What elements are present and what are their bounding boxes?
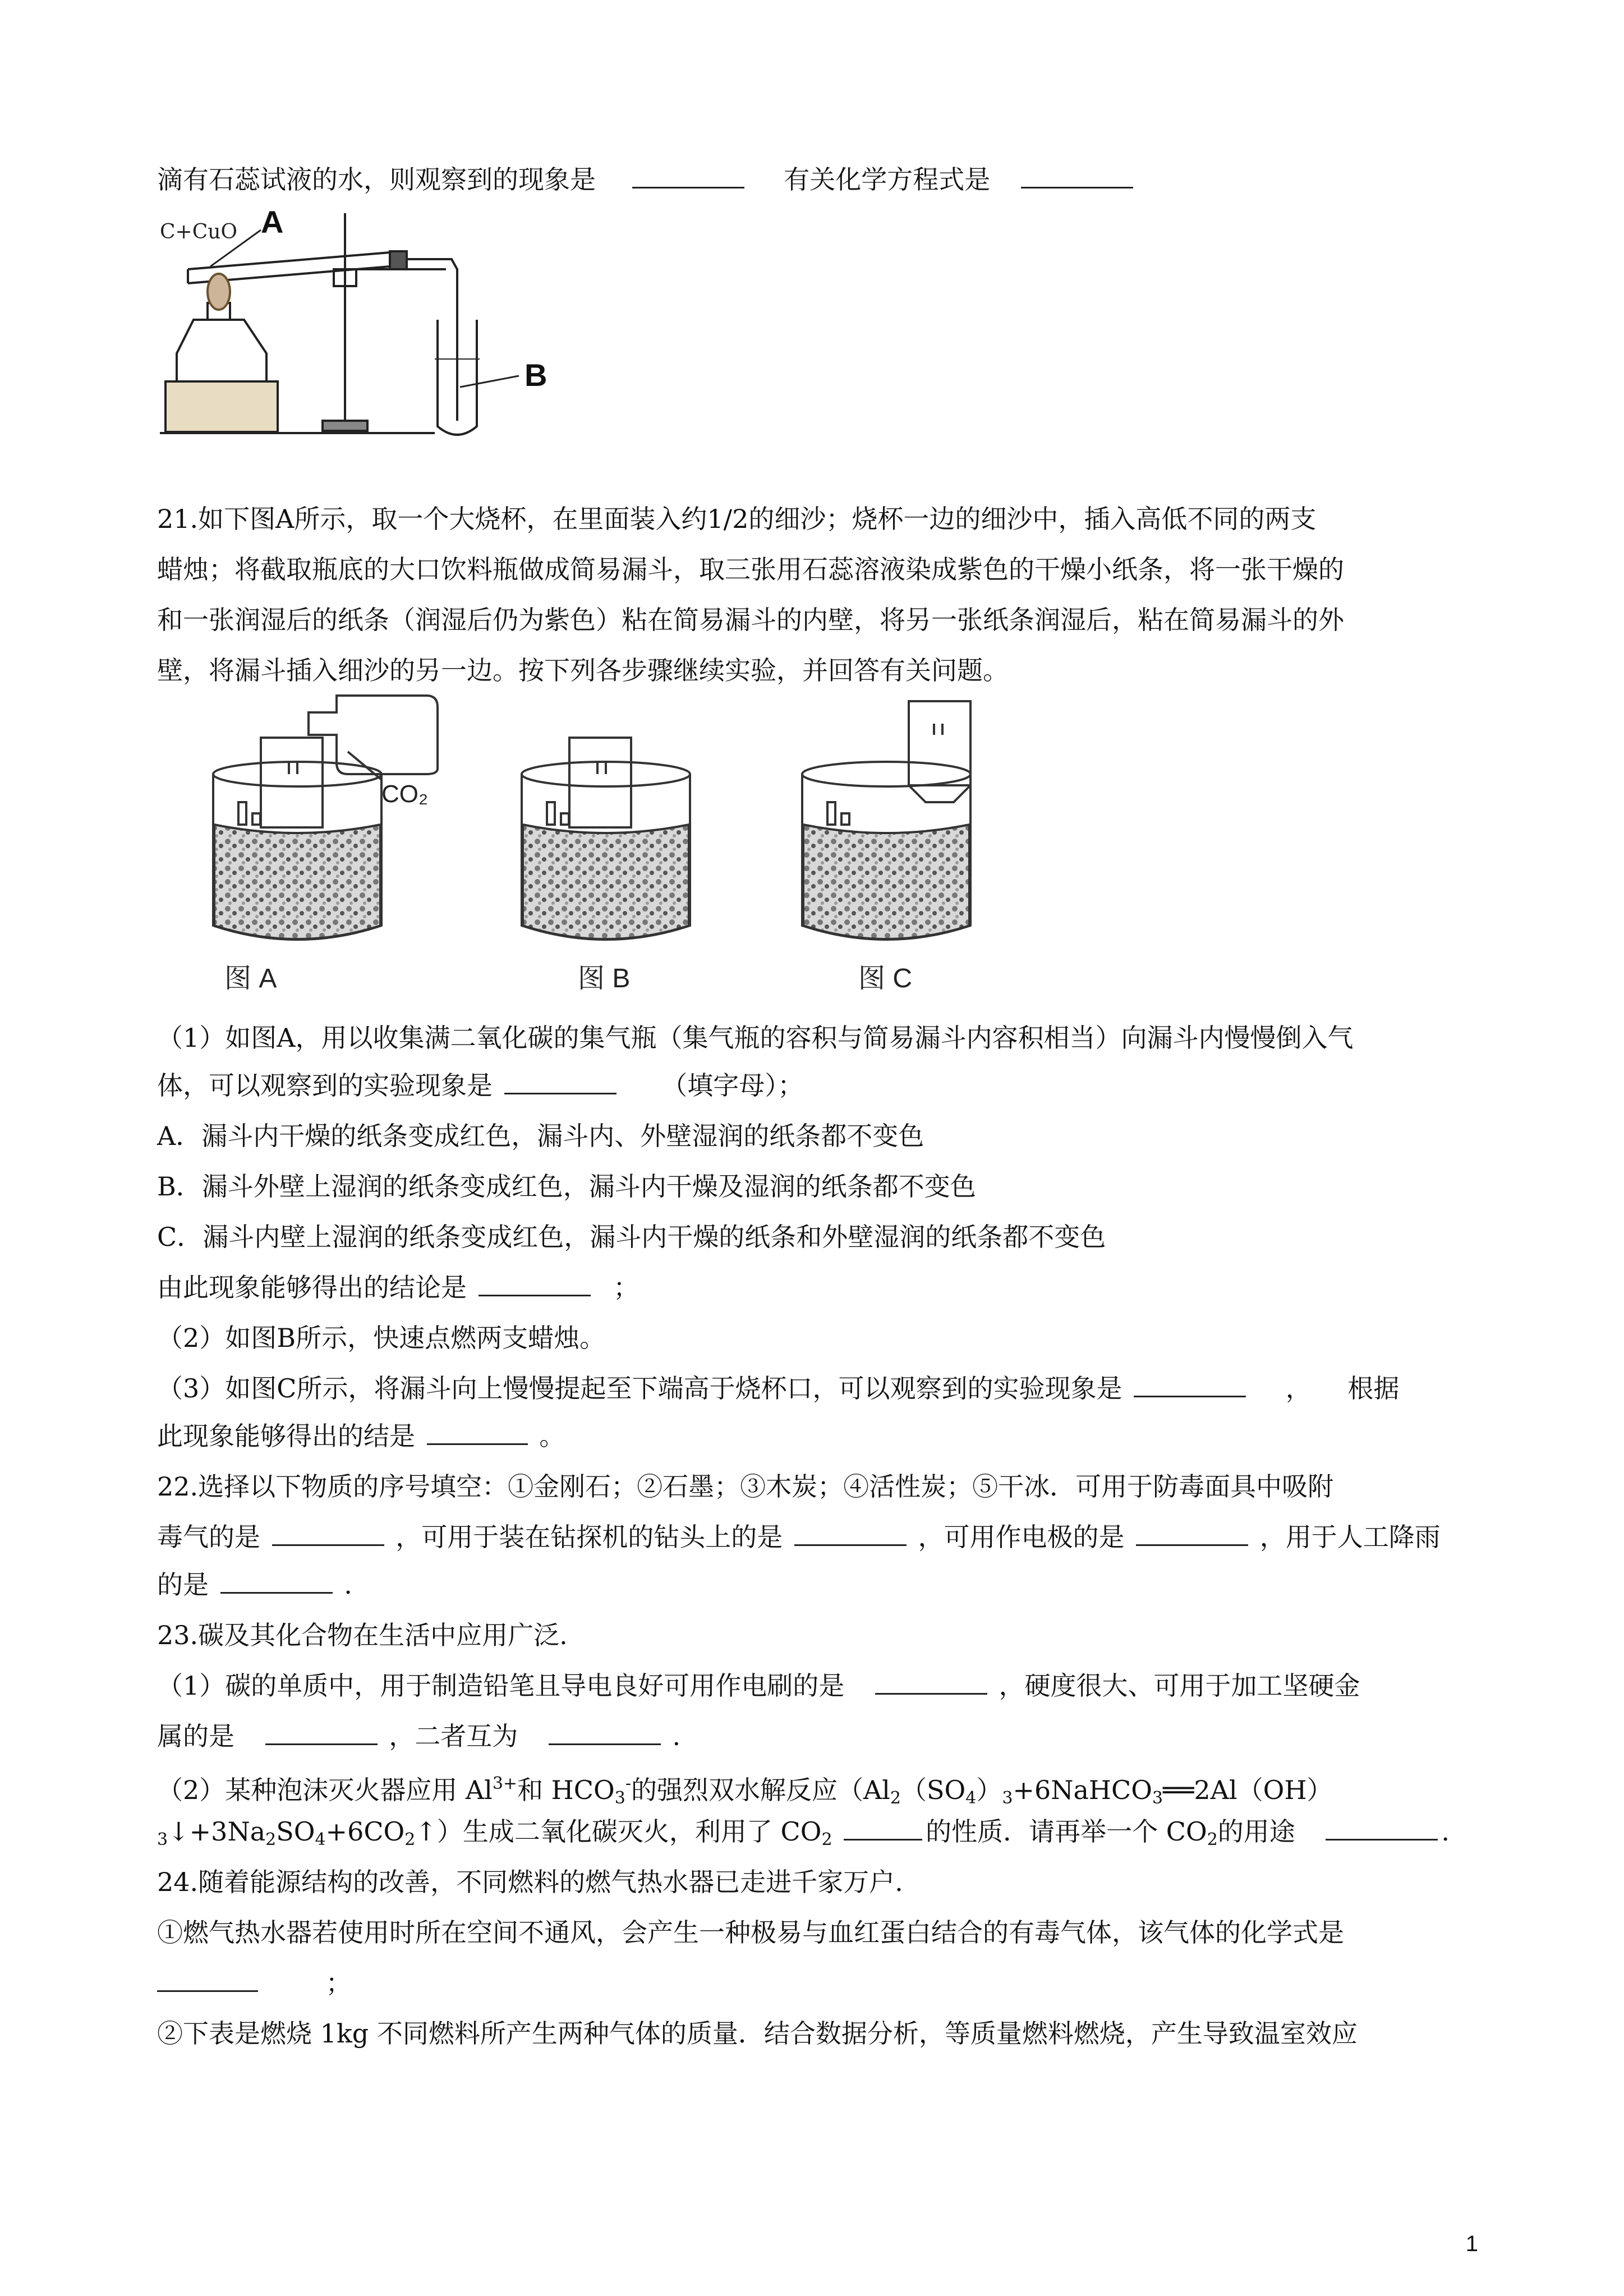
text: 。 bbox=[539, 1421, 565, 1451]
text: 此现象能够得出的结是 bbox=[157, 1421, 415, 1451]
text: 滴有石蕊试液的水，则观察到的现象是 bbox=[157, 164, 596, 195]
subscript: 3 bbox=[1002, 1788, 1013, 1808]
text-line bbox=[157, 1767, 1332, 1815]
superscript: 3+ bbox=[492, 1774, 518, 1793]
text: 毒气的是 bbox=[157, 1522, 260, 1552]
page-number: 1 bbox=[1465, 2231, 1478, 2256]
answer-blank[interactable] bbox=[157, 1968, 258, 1992]
answer-blank[interactable] bbox=[504, 1070, 617, 1094]
subscript: 3 bbox=[1152, 1788, 1163, 1808]
text-line: 23.碳及其化合物在生活中应用广泛. bbox=[157, 1620, 568, 1650]
subscript: 4 bbox=[965, 1788, 977, 1808]
caption-b: 图 B bbox=[578, 964, 631, 993]
superscript: - bbox=[625, 1774, 631, 1793]
answer-blank[interactable] bbox=[265, 1721, 378, 1745]
text: ↑）生成二氧化碳灭火，利用了 CO bbox=[415, 1816, 822, 1847]
text: 由此现象能够得出的结论是 bbox=[157, 1272, 467, 1303]
text-line bbox=[157, 1271, 639, 1304]
subscript: 3 bbox=[157, 1830, 168, 1849]
beaker-drawing bbox=[157, 690, 1094, 1004]
text: 的性质．请再举一个 CO bbox=[926, 1816, 1207, 1847]
answer-blank[interactable] bbox=[794, 1522, 907, 1546]
text-line bbox=[157, 1815, 1450, 1857]
text: （SO bbox=[900, 1775, 966, 1805]
text: +6CO bbox=[325, 1816, 405, 1847]
text-line: ②下表是燃烧 1kg 不同燃料所产生两种气体的质量．结合数据分析，等质量燃料燃烧，产生导致温室效应 bbox=[157, 2018, 1358, 2049]
caption-c: 图 C bbox=[858, 964, 913, 993]
subscript: 2 bbox=[821, 1830, 832, 1849]
text: 的用途 bbox=[1217, 1816, 1295, 1847]
text: 有关化学方程式是 bbox=[784, 164, 991, 195]
text: ，可用于装在钻探机的钻头上的是 bbox=[395, 1522, 783, 1552]
text: 体，可以观察到的实验现象是 bbox=[157, 1070, 493, 1101]
text: 和 HCO bbox=[517, 1775, 615, 1805]
answer-blank[interactable] bbox=[1134, 1373, 1246, 1397]
text: （2）某种泡沫灭火器应用 Al bbox=[157, 1775, 493, 1805]
text-line: （2）如图B所示，快速点燃两支蜡烛。 bbox=[157, 1323, 606, 1353]
text-line: 蜡烛；将截取瓶底的大口饮料瓶做成简易漏斗，取三张用石蕊溶液染成紫色的干燥小纸条，将一张干燥的 bbox=[157, 554, 1344, 585]
answer-blank[interactable] bbox=[1326, 1816, 1438, 1841]
text: +6NaHCO bbox=[1013, 1775, 1152, 1805]
text-line: 24.随着能源结构的改善，不同燃料的燃气热水器已走进千家万户. bbox=[157, 1867, 903, 1897]
answer-blank[interactable] bbox=[427, 1421, 528, 1445]
text: 的是 bbox=[157, 1570, 209, 1600]
text: . bbox=[672, 1721, 681, 1751]
option-c: C．漏斗内壁上湿润的纸条变成红色，漏斗内干燥的纸条和外壁湿润的纸条都不变色 bbox=[157, 1222, 1106, 1252]
text: SO bbox=[276, 1816, 315, 1847]
text: ，二者互为 bbox=[389, 1721, 518, 1751]
text: ） bbox=[976, 1775, 1002, 1805]
label-b: B bbox=[525, 357, 548, 393]
text-line bbox=[157, 1669, 1360, 1703]
answer-blank[interactable] bbox=[549, 1721, 661, 1745]
text: ↓+3Na bbox=[168, 1816, 266, 1847]
text-line bbox=[157, 1069, 803, 1102]
text: ，用于人工降雨 bbox=[1259, 1522, 1441, 1552]
answer-blank[interactable] bbox=[479, 1272, 591, 1296]
text: ══2Al（OH） bbox=[1163, 1775, 1333, 1805]
text-line: （1）如图A，用以收集满二氧化碳的集气瓶（集气瓶的容积与简易漏斗内容积相当）向漏斗内慢慢倒入气 bbox=[157, 1023, 1354, 1053]
caption-a: 图 A bbox=[224, 964, 277, 993]
subscript: 3 bbox=[614, 1788, 625, 1808]
answer-blank[interactable] bbox=[220, 1570, 333, 1594]
subscript: 2 bbox=[265, 1830, 277, 1849]
text-line: 壁，将漏斗插入细沙的另一边。按下列各步骤继续实验，并回答有关问题。 bbox=[157, 655, 1009, 685]
label-a: A bbox=[261, 208, 284, 240]
label-reactants: C+CuO bbox=[160, 220, 237, 243]
subscript: 2 bbox=[1207, 1830, 1218, 1849]
beaker-figure bbox=[157, 690, 1094, 1004]
text-line bbox=[157, 1372, 1399, 1405]
text: ； bbox=[325, 1968, 352, 1998]
text: ； bbox=[613, 1272, 640, 1303]
subscript: 2 bbox=[890, 1788, 901, 1808]
text-line bbox=[157, 1419, 565, 1453]
co2-label: CO₂ bbox=[381, 780, 429, 808]
text-line: 和一张润湿后的纸条（润湿后仍为紫色）粘在简易漏斗的内壁，将另一张纸条润湿后，粘在简易漏斗的外 bbox=[157, 605, 1344, 635]
answer-blank[interactable] bbox=[632, 164, 744, 188]
text: . bbox=[344, 1570, 352, 1600]
answer-blank[interactable] bbox=[844, 1816, 922, 1841]
option-b: B．漏斗外壁上湿润的纸条变成红色，漏斗内干燥及湿润的纸条都不变色 bbox=[157, 1171, 976, 1202]
apparatus-drawing bbox=[154, 208, 592, 443]
text: ，硬度很大、可用于加工坚硬金 bbox=[999, 1671, 1360, 1701]
text: . bbox=[1441, 1816, 1450, 1847]
text: （1）碳的单质中，用于制造铅笔且导电良好可用作电刷的是 bbox=[157, 1671, 845, 1701]
text-line bbox=[157, 1966, 352, 2000]
text-line bbox=[157, 163, 1137, 196]
text: （3）如图C所示，将漏斗向上慢慢提起至下端高于烧杯口，可以观察到的实验现象是 bbox=[157, 1373, 1122, 1404]
text-line: 21.如下图A所示，取一个大烧杯，在里面装入约1/2的细沙；烧杯一边的细沙中，插入高低不同的两支 bbox=[157, 504, 1317, 534]
text-line: ①燃气热水器若使用时所在空间不通风，会产生一种极易与血红蛋白结合的有毒气体，该气体的化学式是 bbox=[157, 1917, 1344, 1948]
answer-blank[interactable] bbox=[1136, 1522, 1248, 1546]
apparatus-figure bbox=[154, 208, 592, 443]
text: 属的是 bbox=[157, 1721, 234, 1751]
text-line: 22.选择以下物质的序号填空：①金刚石；②石墨；③木炭；④活性炭；⑤干冰．可用于防毒面具中吸附 bbox=[157, 1471, 1334, 1502]
text: 根据 bbox=[1347, 1373, 1400, 1404]
text: ， bbox=[1285, 1373, 1312, 1404]
text-line bbox=[157, 1520, 1441, 1554]
answer-blank[interactable] bbox=[1021, 164, 1133, 188]
subscript: 4 bbox=[315, 1830, 326, 1849]
subscript: 2 bbox=[404, 1830, 416, 1849]
answer-blank[interactable] bbox=[272, 1522, 384, 1546]
text: （填字母）； bbox=[661, 1070, 804, 1101]
answer-blank[interactable] bbox=[875, 1671, 987, 1695]
text: 的强烈双水解反应（Al bbox=[631, 1775, 890, 1805]
text-line bbox=[157, 1568, 352, 1602]
text-line bbox=[157, 1719, 680, 1753]
option-a: A．漏斗内干燥的纸条变成红色，漏斗内、外壁湿润的纸条都不变色 bbox=[157, 1121, 924, 1151]
text: ，可用作电极的是 bbox=[918, 1522, 1125, 1552]
